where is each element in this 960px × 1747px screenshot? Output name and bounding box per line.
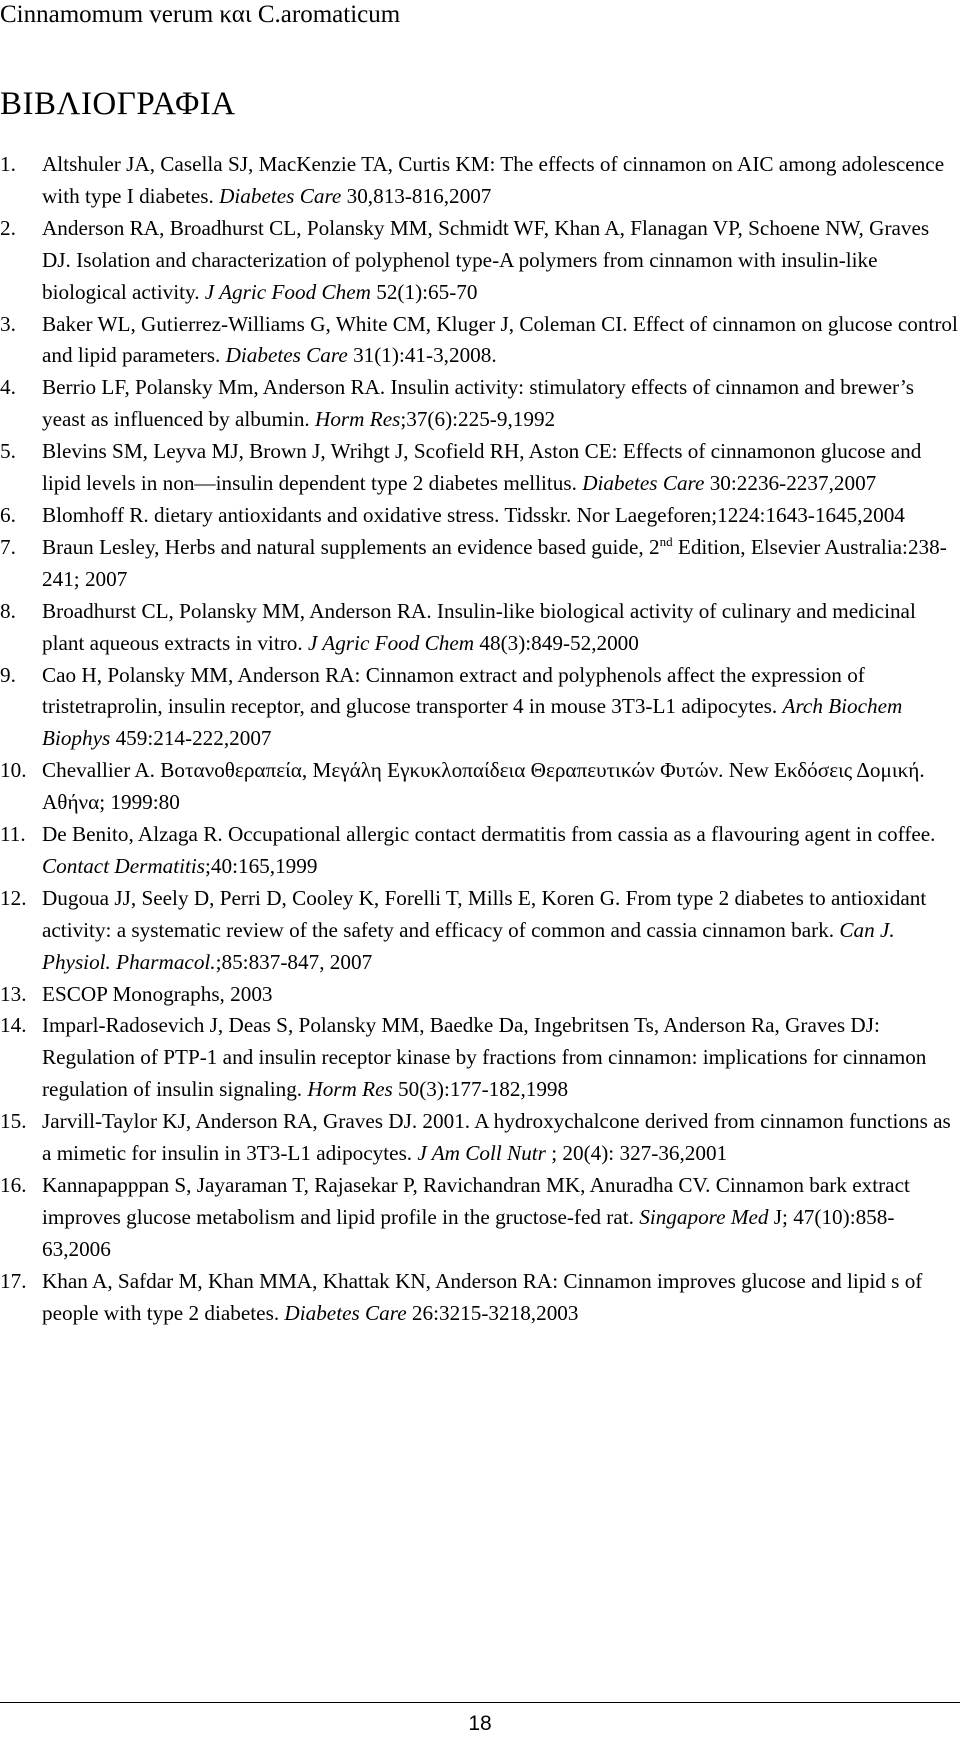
reference-text: Blomhoff R. dietary antioxidants and oxidative stress. Tidsskr. Nor Laegeforen;1224:1643-1645,2004	[42, 502, 905, 527]
reference-list	[0, 149, 958, 1330]
reference-details: 30,813-816,2007	[341, 183, 492, 208]
reference-number: 17.	[0, 1268, 27, 1293]
reference-number: 16.	[0, 1173, 27, 1197]
list-item	[0, 1106, 958, 1170]
list-item	[0, 1010, 958, 1106]
reference-text: Dugoua JJ, Seely D, Perri D, Cooley K, Forelli T, Mills E, Koren G. From type 2 diabetes to antioxidant activity: a systematic review of the safety and efficacy of common and cassia cinnamon bark.	[42, 885, 927, 942]
reference-details: 459:214-222,2007	[110, 726, 272, 751]
list-item	[0, 372, 958, 436]
reference-text: Altshuler JA, Casella SJ, MacKenzie TA, Curtis KM: The effects of cinnamon on AIC among adolescence with type I diabetes.	[42, 152, 945, 208]
list-item	[0, 979, 958, 1011]
reference-text: Anderson RA, Broadhurst CL, Polansky MM, Schmidt WF, Khan A, Flanagan VP, Schoene NW, Graves DJ. Isolation and characterization of polyphenol type-A polymers from cinnamon with insulin-like biological activity.	[42, 215, 930, 304]
journal-name: Can J. Physiol. Pharmacol.	[42, 917, 895, 974]
list-item	[0, 755, 958, 819]
reference-details: 48(3):849-52,2000	[474, 630, 639, 655]
journal-name: Contact Dermatitis	[42, 853, 206, 878]
reference-details: ;37(6):225-9,1992	[400, 407, 556, 432]
reference-number: 8.	[0, 598, 16, 623]
reference-number: 1.	[0, 152, 16, 176]
reference-number: 5.	[0, 439, 16, 464]
journal-name: J Am Coll Nutr	[417, 1141, 546, 1166]
journal-name: J Agric Food Chem	[204, 279, 371, 304]
reference-text: De Benito, Alzaga R. Occupational allergic contact dermatitis from cassia as a flavouring agent in coffee.	[42, 822, 936, 847]
reference-number: 3.	[0, 311, 16, 336]
list-item	[0, 819, 958, 883]
reference-number: 14.	[0, 1013, 27, 1038]
list-item	[0, 436, 958, 500]
reference-number: 6.	[0, 502, 16, 527]
list-item	[0, 309, 958, 373]
reference-text: Kannapapppan S, Jayaraman T, Rajasekar P, Ravichandran MK, Anuradha CV. Cinnamon bark extract improves glucose metabolism and lipid profile in the gructose-fed rat.	[42, 1173, 910, 1229]
reference-number: 10.	[0, 758, 27, 783]
reference-text: Baker WL, Gutierrez-Williams G, White CM, Kluger J, Coleman CI. Effect of cinnamon on glucose control and lipid parameters.	[42, 311, 958, 368]
journal-name: Arch Biochem Biophys	[42, 694, 903, 751]
reference-details: 50(3):177-182,1998	[392, 1077, 569, 1102]
reference-text: Broadhurst CL, Polansky MM, Anderson RA. Insulin-like biological activity of culinary and medicinal plant aqueous extracts in vitro.	[42, 598, 916, 655]
reference-details: 31(1):41-3,2008.	[347, 343, 497, 368]
reference-details: 26:3215-3218,2003	[406, 1300, 579, 1325]
list-item	[0, 883, 958, 979]
reference-text: ESCOP Monographs, 2003	[42, 981, 273, 1006]
reference-text: Braun Lesley, Herbs and natural supplements an evidence based guide, 2	[42, 534, 660, 559]
reference-number: 7.	[0, 534, 16, 559]
reference-text: Khan A, Safdar M, Khan MMA, Khattak KN, Anderson RA: Cinnamon improves glucose and lipid s of people with type 2 diabetes.	[42, 1268, 923, 1325]
list-item	[0, 660, 958, 756]
journal-name: Diabetes Care	[582, 471, 705, 496]
reference-text: Chevallier A. Βοτανοθεραπεία, Μεγάλη Εγκυκλοπαίδεια Θεραπευτικών Φυτών. New Εκδόσεις Δομική. Αθήνα; 1999:80	[42, 758, 925, 815]
journal-name: Horm Res	[315, 407, 401, 432]
reference-details: 30:2236-2237,2007	[704, 471, 877, 496]
reference-text: Blevins SM, Leyva MJ, Brown J, Wrihgt J, Scofield RH, Aston CE: Effects of cinnamonon glucose and lipid levels in non—insulin dependent type 2 diabetes mellitus.	[42, 439, 922, 496]
journal-name: Diabetes Care	[225, 343, 348, 368]
reference-details: ;85:837-847, 2007	[215, 949, 373, 974]
reference-number: 4.	[0, 375, 16, 400]
journal-name: J Agric Food Chem	[307, 630, 475, 655]
page-title: ΒΙΒΛΙΟΓΡΑΦΙΑ	[0, 86, 236, 122]
list-item	[0, 149, 958, 213]
reference-number: 2.	[0, 215, 16, 240]
list-item	[0, 532, 958, 596]
list-item	[0, 1266, 958, 1330]
list-item	[0, 1170, 958, 1266]
journal-name: Horm Res	[307, 1077, 393, 1102]
reference-number: 13.	[0, 981, 27, 1006]
page-number: 18	[468, 1712, 492, 1735]
list-item	[0, 213, 958, 309]
ordinal-suffix: nd	[659, 533, 673, 549]
reference-text: Berrio LF, Polansky Mm, Anderson RA. Insulin activity: stimulatory effects of cinnamon and brewer’s yeast as influenced by albumin.	[42, 375, 914, 432]
footer-divider	[0, 1702, 960, 1703]
reference-text: Imparl-Radosevich J, Deas S, Polansky MM, Baedke Da, Ingebritsen Ts, Anderson Ra, Graves DJ: Regulation of PTP-1 and insulin receptor kinase by fractions from cinnamon: implications for cinnamon regulation of insulin signaling.	[42, 1013, 927, 1102]
journal-name: Diabetes Care	[284, 1300, 407, 1325]
journal-name: Diabetes Care	[219, 183, 342, 208]
list-item	[0, 500, 958, 532]
reference-number: 12.	[0, 885, 27, 910]
reference-number: 11.	[0, 822, 26, 847]
reference-details: ;40:165,1999	[205, 853, 318, 878]
reference-text: Jarvill-Taylor KJ, Anderson RA, Graves DJ. 2001. A hydroxychalcone derived from cinnamon functions as a mimetic for insulin in 3T3-L1 adipocytes.	[42, 1109, 951, 1166]
document-header: Cinnamomum verum και C.aromaticum	[0, 1, 401, 28]
reference-details: J; 47(10):858-63,2006	[42, 1204, 895, 1261]
reference-number: 9.	[0, 662, 16, 687]
list-item	[0, 596, 958, 660]
reference-text-continued: Edition, Elsevier Australia:238-241; 2007	[42, 534, 947, 591]
reference-number: 15.	[0, 1109, 27, 1134]
reference-text: Cao H, Polansky MM, Anderson RA: Cinnamon extract and polyphenols affect the expression of tristetraprolin, insulin receptor, and glucose transporter 4 in mouse 3T3-L1 adipocytes.	[42, 662, 865, 719]
reference-details: 52(1):65-70	[370, 279, 478, 304]
reference-details: ; 20(4): 327-36,2001	[545, 1141, 728, 1166]
journal-name: Singapore Med	[639, 1204, 769, 1229]
